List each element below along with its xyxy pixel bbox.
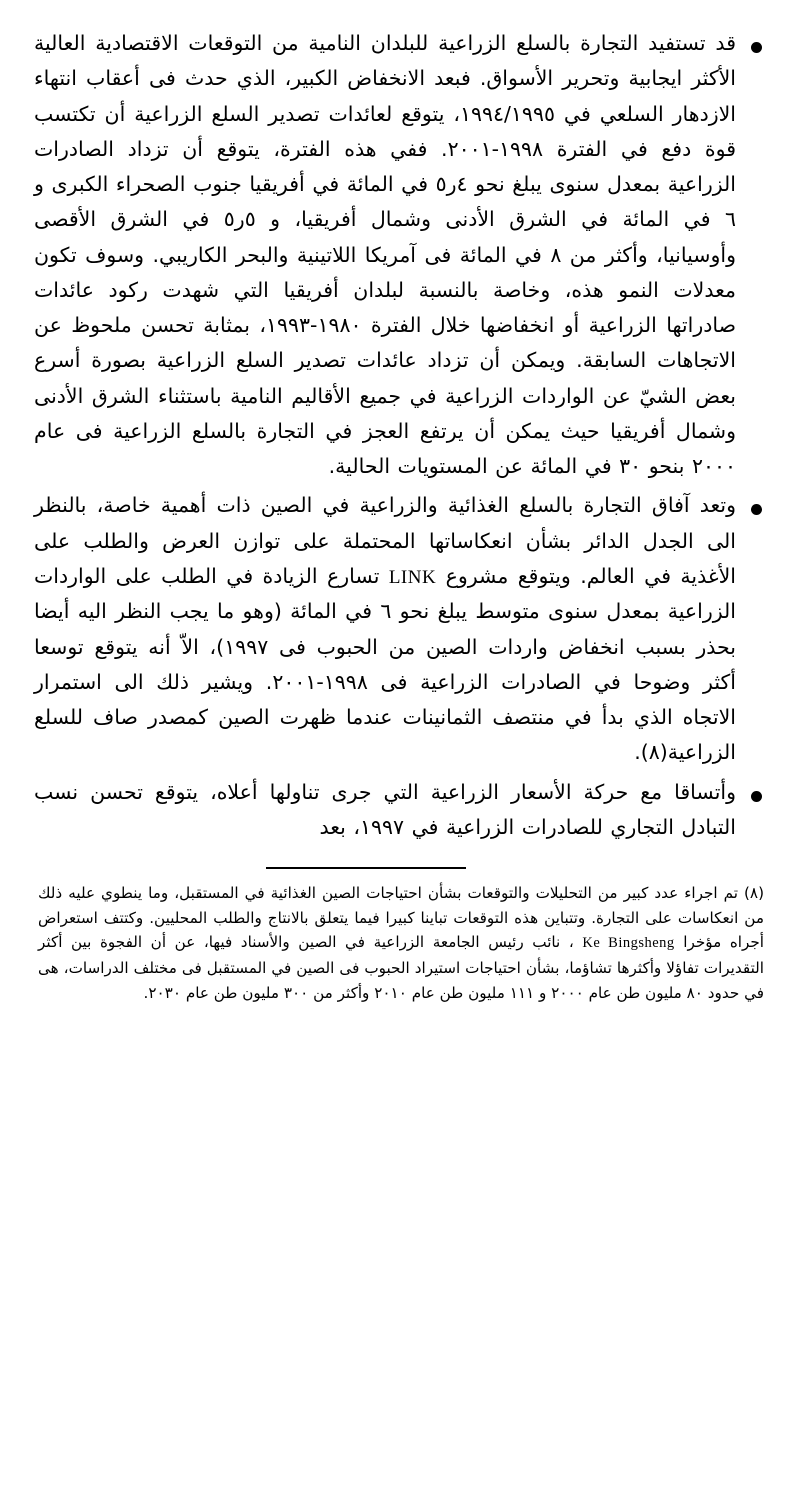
list-item [34, 775, 766, 846]
paragraph-3: وأتساقا مع حركة الأسعار الزراعية التي جرى تناولها أعلاه، يتوقع تحسن نسب التبادل التجاري للصادرات الزراعية في ١٩٩٧، بعد [34, 779, 736, 839]
paragraph-1: قد تستفيد التجارة بالسلع الزراعية للبلدان النامية من التوقعات الاقتصادية العالية الأكثر ايجابية وتحرير الأسواق. فبعد الانخفاض الكبير، الذي حدث فى أعقاب انتهاء الازدهار السلعي في ١٩٩٤/١٩٩٥، يتوقع لعائدات تصدير السلع الزراعية أن تكتسب قوة دفع في الفترة ١٩٩٨-٢٠٠١. ففي هذه الفترة، يتوقع أن تزداد الصادرات الزراعية بمعدل سنوى يبلغ نحو ٤ر٥ في المائة في أفريقيا جنوب الصحراء الكبرى و ٦ في المائة في الشرق الأدنى وشمال أفريقيا، و ٥ر٥ في الشرق الأقصى وأوسيانيا، وأكثر من ٨ في المائة فى آمريكا اللاتينية والبحر الكاريبي. وسوف تكون معدلات النمو هذه، وخاصة بالنسبة لبلدان أفريقيا التي شهدت ركود عائدات صادراتها الزراعية أو انخفاضها خلال الفترة ١٩٨٠-١٩٩٣، بمثابة تحسن ملحوظ عن الاتجاهات السابقة. ويمكن أن تزداد عائدات تصدير السلع الزراعية بصورة أسرع بعض الشيّ عن الواردات الزراعية في جميع الأقاليم النامية باستثناء الشرق الأدنى وشمال أفريقيا حيث يمكن أن يرتفع العجز في التجارة بالسلع الزراعية فى عام ٢٠٠٠ بنحو ٣٠ في المائة عن المستويات الحالية. [34, 31, 736, 478]
page-bottom-spacer [34, 1005, 766, 1013]
footnote-text-after: ، نائب رئيس الجامعة الزراعية في الصين والأسناد فيها، عن أن الفجوة بين أكثر التقديرات تفاؤلا وأكثرها تشاؤما، بشأن احتياجات استيراد الحبوب فى الصين في المستقبل فى مختلف الدراسات، هى في حدود ٨٠ مليون طن عام ٢٠٠٠ و ١١١ مليون طن عام ٢٠١٠ وأكثر من ٣٠٠ مليون طن عام ٢٠٣٠. [38, 933, 764, 1002]
link-project-name: LINK [388, 566, 437, 588]
bullet-dot-icon [751, 504, 762, 515]
list-item [34, 488, 766, 770]
footnote-text-before: تم اجراء عدد كبير من التحليلات والتوقعات بشأن احتياجات الصين الغذائية في المستقبل، وما ينطوي عليه ذلك من انعكاسات على التجارة. وتتباين هذه التوقعات تباينا كبيرا فيما يتعلق بالانتاج والطلب المحليين. وكتتف استعراض أجراه مؤخرا [38, 884, 764, 952]
paragraph-2-text-before: وتعد آفاق التجارة بالسلع الغذائية والزراعية في الصين ذات أهمية خاصة، بالنظر الى الجدل الدائر بشأن انعكاساتها المحتملة على توازن العرض والطلب على الأغذية في العالم. ويتوقع مشروع [34, 493, 736, 588]
bullet-dot-icon [751, 42, 762, 53]
footnote-divider [266, 867, 466, 869]
list-item [34, 26, 766, 484]
paragraph-2-text-after: تسارع الزيادة في الطلب على الواردات الزراعية بمعدل سنوى متوسط يبلغ نحو ٦ في المائة (وهو ما يجب النظر اليه أيضا بحذر بسبب انخفاض واردات الصين من الحبوب فى ١٩٩٧)، الاّ أنه يتوقع توسعا أكثر وضوحا في الصادرات الزراعية فى ١٩٩٨-٢٠٠١. ويشير ذلك الى استمرار الاتجاه الذي بدأ في منتصف الثمانينات عندما ظهرت الصين كمصدر صاف للسلع الزراعية(٨). [34, 563, 736, 765]
footnote-text [34, 881, 766, 1005]
bullet-list [34, 26, 766, 845]
footnote-author-name: Ke Bingsheng [582, 935, 675, 952]
bullet-dot-icon [751, 791, 762, 802]
footnote-marker: (٨) [743, 884, 764, 903]
paragraph-2 [34, 488, 736, 770]
